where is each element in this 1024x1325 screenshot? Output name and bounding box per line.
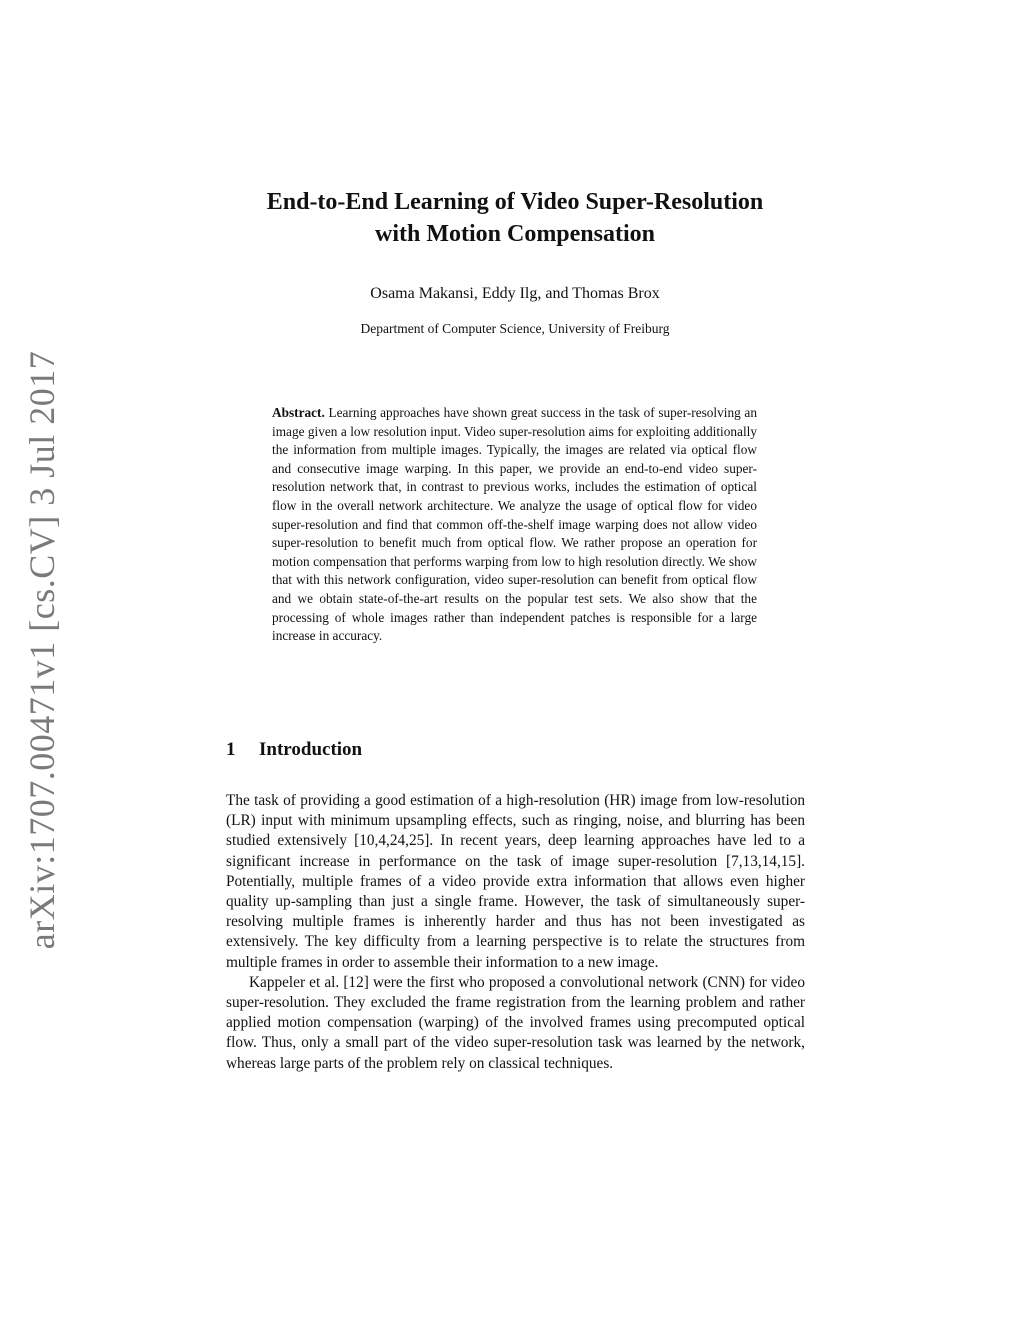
authors: Osama Makansi, Eddy Ilg, and Thomas Brox xyxy=(370,285,660,302)
section-number: 1 xyxy=(226,739,236,760)
section-heading xyxy=(226,738,362,762)
paragraph: The task of providing a good estimation of a high-resolution (HR) image from low-resolution (LR) input with minimum upsampling effects, such as ringing, noise, and blurring has been studied extensively [10,4,24,25]. In recent years, deep learning approaches have led to a significant increase in performance on the task of image super-resolution [7,13,14,15]. Potentially, multiple frames of a video provide extra information that allows even higher quality up-sampling than just a single frame. However, the task of simultaneously super-resolving multiple frames is inherently harder and thus has not been investigated as extensively. The key difficulty from a learning perspective is to relate the structures from multiple frames in order to assemble their information to a new image. xyxy=(226,792,805,971)
abstract xyxy=(272,404,757,646)
title-line-1: End-to-End Learning of Video Super-Resolution xyxy=(266,189,764,215)
title-line-2: with Motion Compensation xyxy=(374,221,656,247)
paragraph: Kappeler et al. [12] were the first who proposed a convolutional network (CNN) for video super-resolution. They excluded the frame registration from the learning problem and rather applied motion compensation (warping) of the involved frames using precomputed optical flow. Thus, only a small part of the video super-resolution task was learned by the network, whereas large parts of the problem rely on classical techniques. xyxy=(226,973,805,1072)
abstract-label: Abstract. xyxy=(272,405,325,420)
abstract-text: Learning approaches have shown great success in the task of super-resolving an image given a low resolution input. Video super-resolution aims for exploiting additionally the information from multiple images. Typically, the images are related via optical flow and consecutive image warping. In this paper, we provide an end-to-end video super-resolution network that, in contrast to previous works, includes the estimation of optical flow in the overall network architecture. We analyze the usage of optical flow for video super-resolution and find that common off-the-shelf image warping does not allow video super-resolution to benefit much from optical flow. We rather propose an operation for motion compensation that performs warping from low to high resolution directly. We show that with this network configuration, video super-resolution can benefit from optical flow and we obtain state-of-the-art results on the popular test sets. We also show that the processing of whole images rather than independent patches is responsible for a large increase in accuracy. xyxy=(272,405,757,644)
affiliation: Department of Computer Science, University of Freiburg xyxy=(360,321,670,336)
paper-title xyxy=(200,186,830,250)
arxiv-identifier: arXiv:1707.00471v1 [cs.CV] 3 Jul 2017 xyxy=(22,350,62,950)
introduction-body xyxy=(226,791,805,1074)
section-title: Introduction xyxy=(259,739,363,760)
